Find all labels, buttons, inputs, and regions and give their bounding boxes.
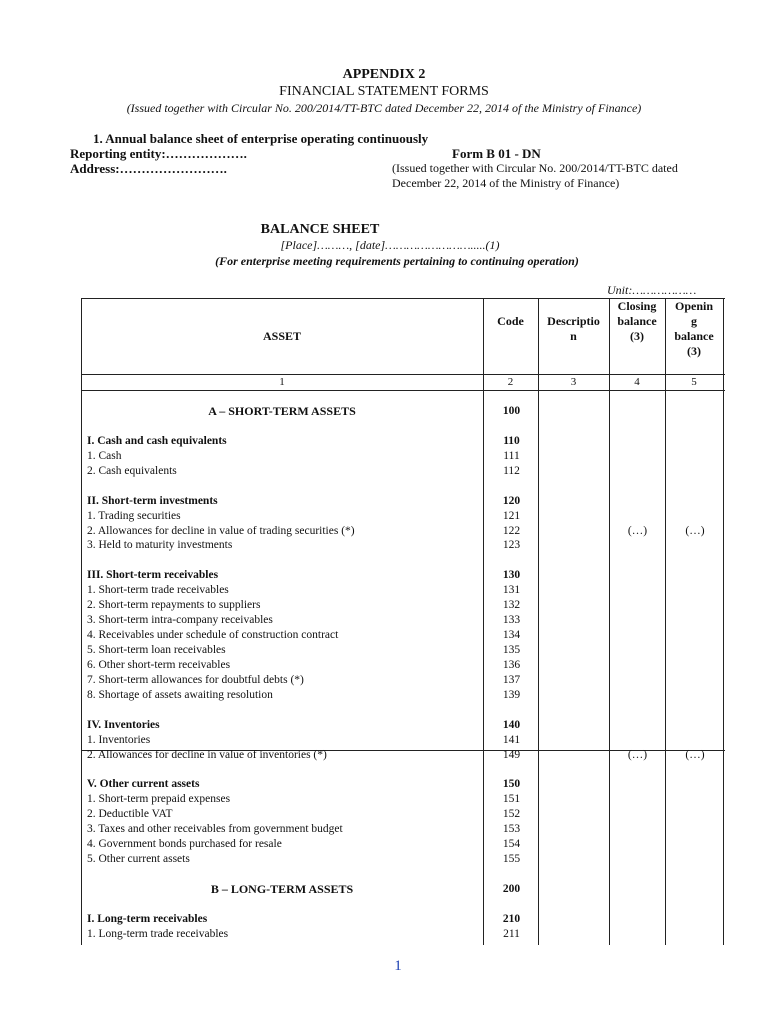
row-code: 123 [502, 539, 521, 552]
column-header-opening-line-3: balance [674, 329, 714, 343]
row-code: 132 [502, 599, 521, 612]
row-description: 7. Short-term allowances for doubtful debts (*) [87, 673, 304, 686]
row-code: 141 [502, 733, 521, 746]
page-number: 1 [394, 958, 402, 974]
table-row [81, 613, 725, 628]
row-code: 121 [502, 509, 521, 522]
row-code: 111 [503, 449, 520, 462]
table-row [81, 494, 725, 509]
table-row [81, 927, 725, 942]
row-description: 2. Allowances for decline in value of inventories (*) [87, 748, 327, 761]
table-row [81, 434, 725, 449]
column-header-opening-line-1: Openin [674, 299, 713, 313]
row-description: 4. Receivables under schedule of construction contract [87, 629, 339, 642]
column-header-closing-line-2: balance [617, 314, 657, 328]
column-header-opening [665, 299, 723, 359]
row-description: 3. Taxes and other receivables from government budget [87, 823, 343, 836]
row-description: A – SHORT-TERM ASSETS [208, 404, 356, 418]
issued-note: (Issued together with Circular No. 200/2014/TT-BTC dated December 22, 2014 of the Ministry of Finance) [126, 101, 642, 115]
appendix-title: APPENDIX 2 [342, 67, 426, 82]
table-number-rule [81, 390, 725, 391]
table-row [81, 449, 725, 464]
row-code: 139 [502, 688, 521, 701]
table-spacer-row [81, 479, 725, 494]
row-code: 210 [502, 912, 521, 925]
table-row [81, 882, 725, 897]
row-closing-balance: (…) [627, 524, 648, 537]
row-description: 1. Short-term trade receivables [87, 584, 229, 597]
row-description: 1. Cash [87, 449, 122, 462]
table-row [81, 628, 725, 643]
table-row [81, 464, 725, 479]
row-description: 8. Shortage of assets awaiting resolution [87, 688, 273, 701]
row-code: 110 [503, 434, 520, 447]
row-description: V. Other current assets [87, 778, 200, 791]
row-code: 131 [502, 584, 521, 597]
column-header-closing-line-3: (3) [630, 329, 644, 343]
row-description: III. Short-term receivables [87, 569, 219, 582]
table-spacer-row [81, 419, 725, 434]
table-row [81, 509, 725, 524]
table-row [81, 822, 725, 837]
row-code: 140 [502, 718, 521, 731]
row-description: B – LONG-TERM ASSETS [210, 882, 354, 896]
table-body [81, 404, 725, 942]
balance-sheet-title: BALANCE SHEET [260, 222, 380, 237]
column-header-opening-line-2: g [691, 314, 697, 328]
row-description: 3. Short-term intra-company receivables [87, 614, 273, 627]
continuing-operation-note: (For enterprise meeting requirements pertaining to continuing operation) [215, 254, 579, 268]
row-code: 137 [502, 673, 521, 686]
table-spacer-row [81, 763, 725, 778]
table-row [81, 852, 725, 867]
row-code: 155 [502, 853, 521, 866]
table-row [81, 404, 725, 419]
row-description: IV. Inventories [87, 718, 160, 731]
column-header-closing [609, 299, 665, 344]
column-header-asset: ASSET [262, 329, 302, 343]
table-spacer-row [81, 867, 725, 882]
form-note-line-1: (Issued together with Circular No. 200/2014/TT-BTC dated [392, 161, 678, 175]
table-row [81, 643, 725, 658]
column-number-4: 4 [634, 376, 640, 388]
table-row [81, 538, 725, 553]
row-description: 1. Trading securities [87, 509, 181, 522]
row-description: I. Cash and cash equivalents [87, 434, 227, 447]
place-date-line: [Place]………, [date]…………………….....(1) [280, 238, 500, 252]
row-code: 134 [502, 629, 521, 642]
row-description: 2. Short-term repayments to suppliers [87, 599, 261, 612]
row-code: 130 [502, 569, 521, 582]
row-description: 4. Government bonds purchased for resale [87, 838, 282, 851]
row-description: 5. Other current assets [87, 853, 190, 866]
table-row [81, 748, 725, 763]
row-code: 120 [502, 494, 521, 507]
column-header-opening-line-4: (3) [687, 344, 701, 358]
table-row [81, 568, 725, 583]
row-code: 151 [502, 793, 521, 806]
column-header-code: Code [497, 314, 524, 328]
row-description: II. Short-term investments [87, 494, 218, 507]
row-code: 100 [502, 405, 521, 417]
column-header-closing-line-1: Closing [617, 299, 657, 313]
table-row [81, 598, 725, 613]
row-description: 2. Allowances for decline in value of trading securities (*) [87, 524, 355, 537]
row-closing-balance: (…) [627, 748, 648, 761]
row-code: 153 [502, 823, 521, 836]
row-description: 3. Held to maturity investments [87, 539, 233, 552]
unit-line: Unit:……………… [607, 283, 697, 297]
column-header-description-line-2: n [570, 329, 577, 343]
table-header-rule [81, 374, 725, 375]
table-row [81, 688, 725, 703]
row-code: 200 [502, 883, 521, 895]
row-description: 2. Deductible VAT [87, 808, 173, 821]
row-opening-balance: (…) [685, 524, 705, 537]
table-row [81, 912, 725, 927]
table-spacer-row [81, 553, 725, 568]
column-number-2: 2 [507, 376, 514, 388]
row-code: 211 [503, 927, 520, 940]
reporting-entity: Reporting entity:………………. [70, 146, 247, 161]
table-row [81, 777, 725, 792]
form-code: Form B 01 - DN [452, 146, 541, 161]
row-code: 136 [502, 658, 521, 671]
section-heading: 1. Annual balance sheet of enterprise operating continuously [93, 131, 429, 146]
row-code: 150 [502, 778, 521, 791]
column-header-description-line-1: Descriptio [547, 314, 600, 328]
table-spacer-row [81, 703, 725, 718]
column-number-5: 5 [691, 376, 697, 388]
table-row [81, 524, 725, 539]
forms-subtitle: FINANCIAL STATEMENT FORMS [279, 84, 489, 99]
row-code: 135 [502, 644, 521, 656]
row-code: 152 [502, 808, 521, 821]
row-description: 2. Cash equivalents [87, 464, 177, 477]
table-row [81, 792, 725, 807]
row-description: 6. Other short-term receivables [87, 658, 231, 671]
column-number-3: 3 [570, 376, 577, 388]
table-row [81, 837, 725, 852]
column-header-description [538, 314, 609, 344]
row-description: 1. Inventories [87, 733, 151, 746]
row-description: 1. Long-term trade receivables [87, 927, 229, 940]
row-description: 1. Short-term prepaid expenses [87, 793, 231, 806]
table-row [81, 673, 725, 688]
row-code: 149 [502, 748, 521, 761]
row-description: I. Long-term receivables [87, 912, 208, 925]
table-row [81, 718, 725, 733]
row-code: 133 [502, 614, 521, 627]
row-code: 154 [502, 838, 521, 851]
table-row [81, 583, 725, 598]
table-row [81, 658, 725, 673]
row-description: 5. Short-term loan receivables [87, 644, 226, 656]
column-number-1: 1 [279, 376, 285, 388]
row-code: 122 [502, 524, 521, 537]
form-note-line-2: December 22, 2014 of the Ministry of Finance) [392, 176, 620, 190]
table-spacer-row [81, 897, 725, 912]
table-row [81, 807, 725, 822]
row-opening-balance: (…) [685, 748, 705, 761]
table-row [81, 733, 725, 748]
row-code: 112 [503, 464, 520, 477]
address-line: Address:……………………. [70, 161, 227, 176]
